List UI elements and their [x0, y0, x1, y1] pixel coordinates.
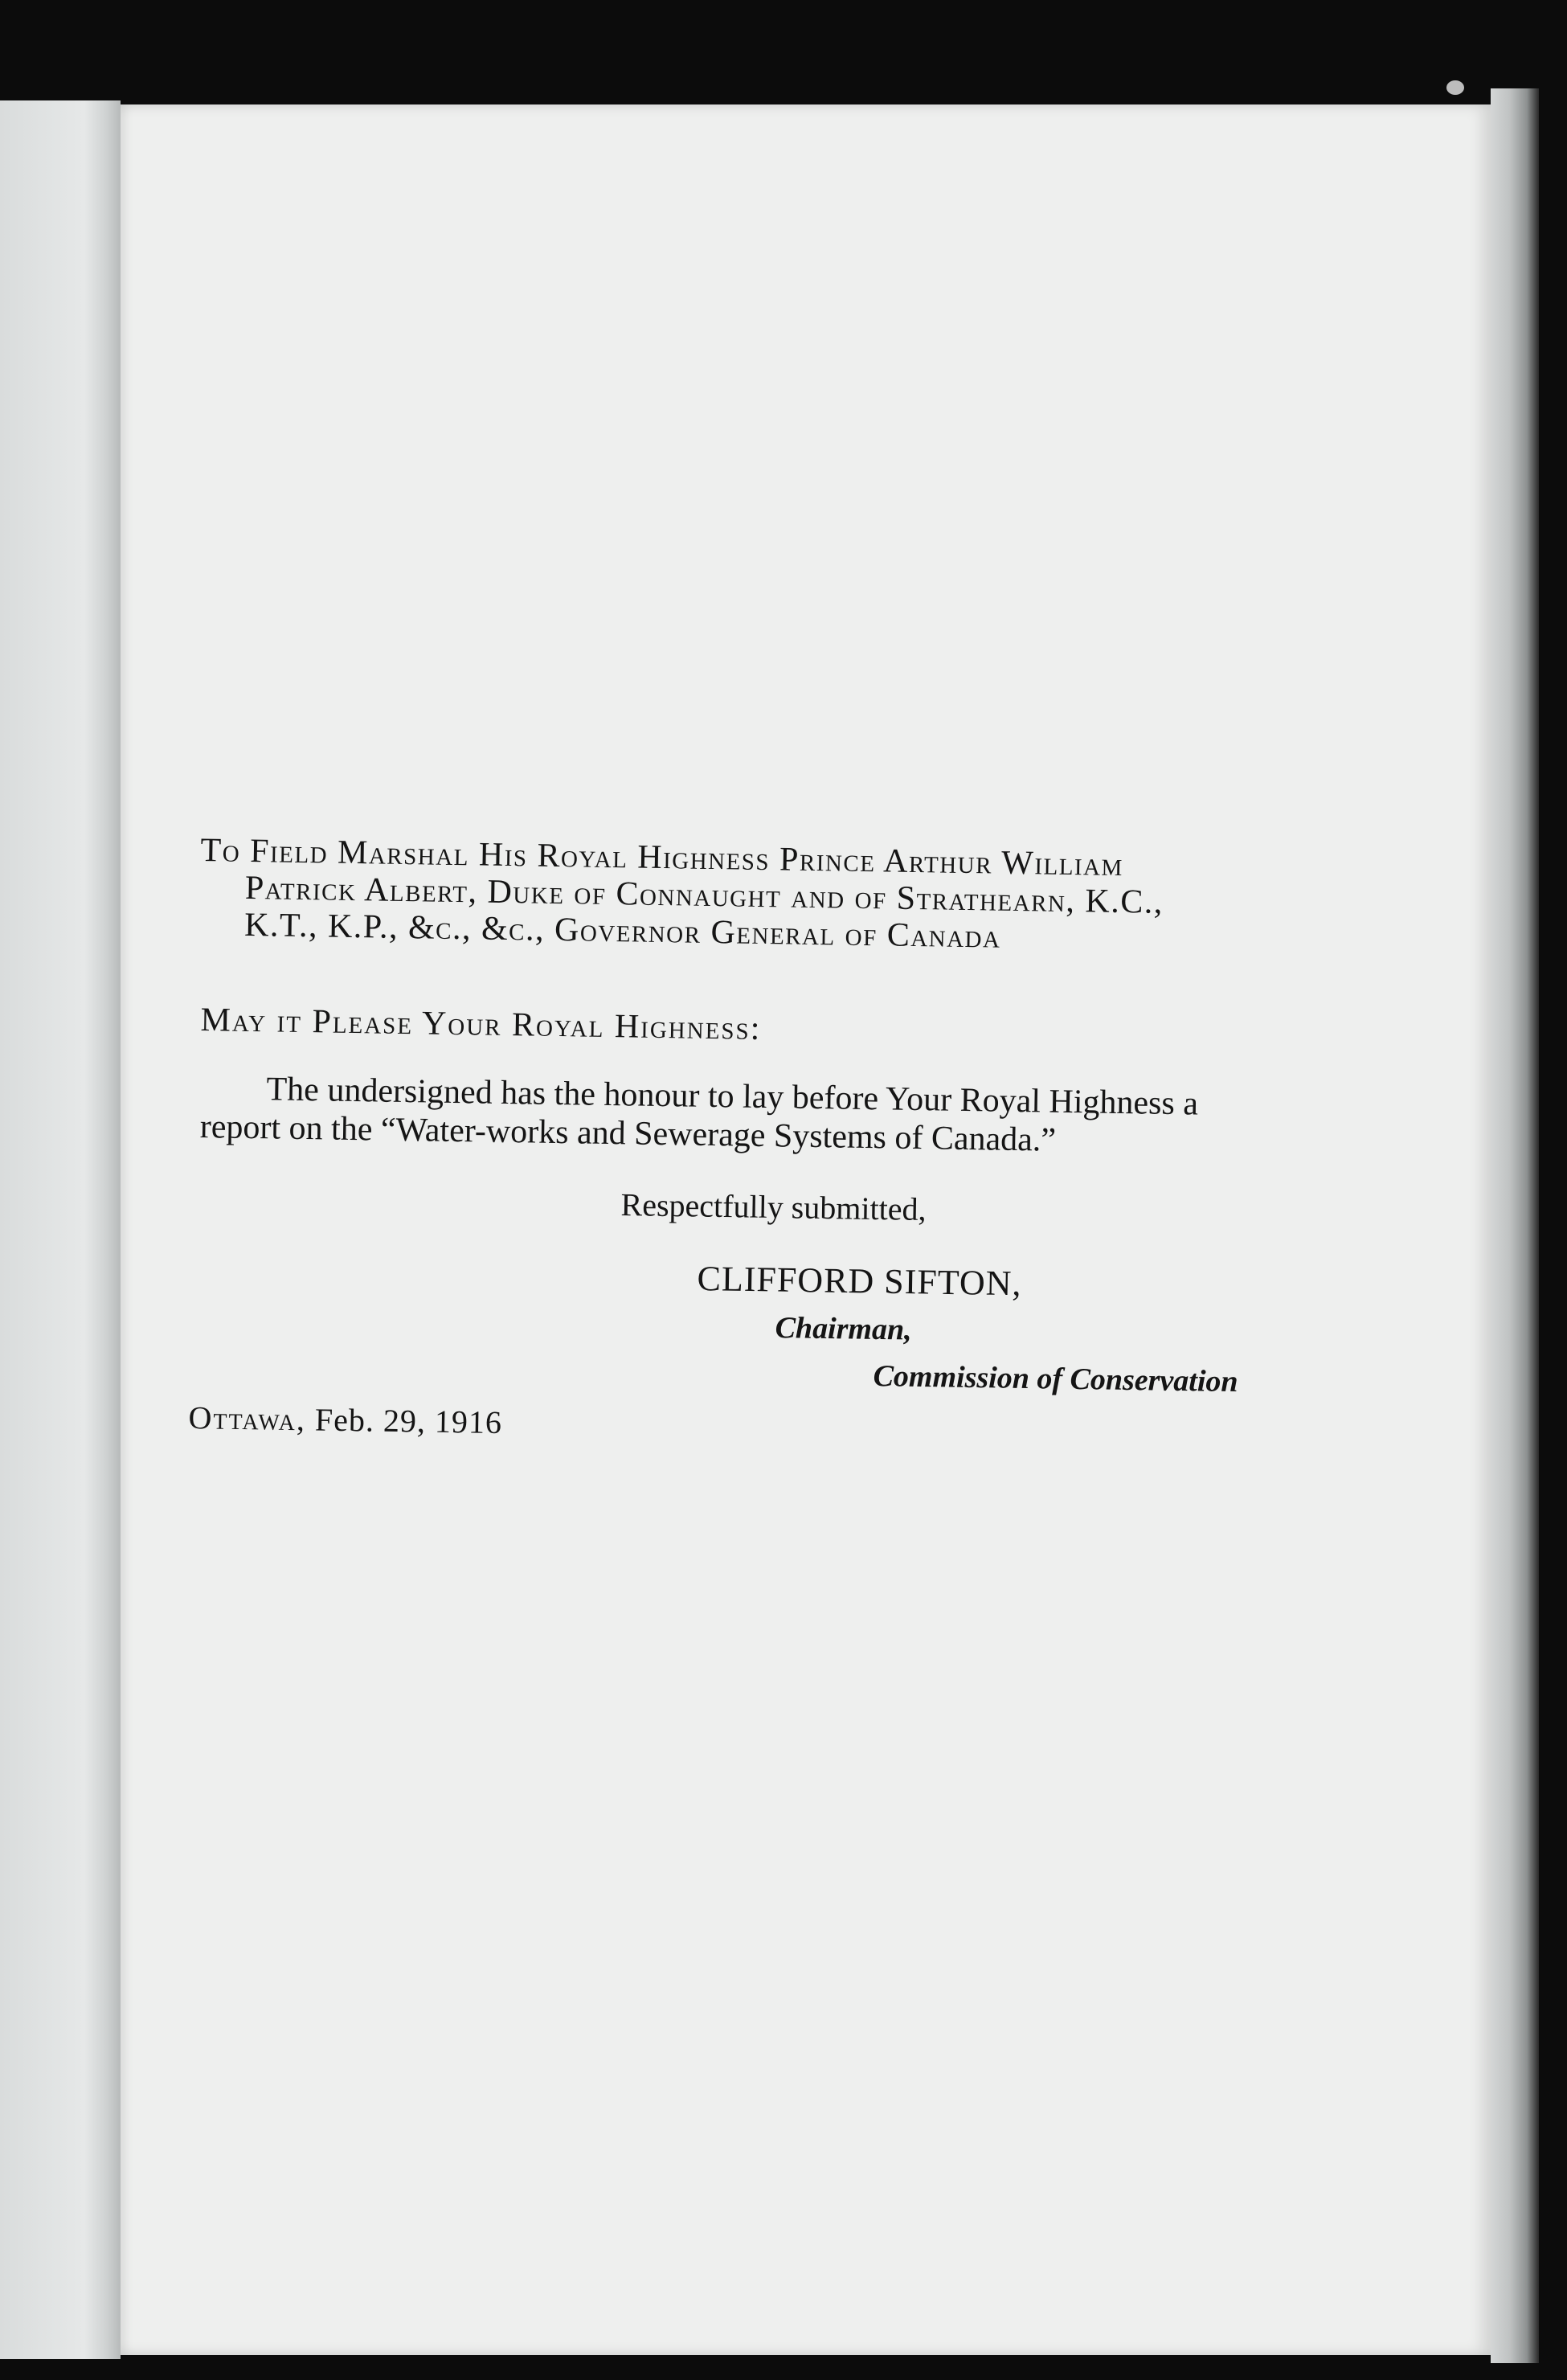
page-right-edge [1491, 88, 1539, 2363]
signatory-title: Chairman, [775, 1310, 912, 1347]
address-line: To Field Marshal His Royal Highness Prince Arthur William [200, 832, 1124, 884]
salutation: May it Please Your Royal Highness: [200, 1001, 762, 1047]
signatory-organization: Commission of Conservation [873, 1358, 1238, 1399]
letter-body [121, 104, 1491, 2355]
closing: Respectfully submitted, [620, 1186, 927, 1227]
document-page [121, 104, 1491, 2355]
address-line: K.T., K.P., &c., &c., Governor General of Canada [243, 906, 1001, 956]
body-paragraph [199, 1069, 1373, 1165]
address-line: Patrick Albert, Duke of Connaught and of Strathearn, K.C., [244, 869, 1164, 921]
address-block [199, 832, 1406, 962]
place-and-date [188, 1399, 502, 1441]
place: Ottawa, [188, 1399, 307, 1438]
scan-blemish [1446, 80, 1464, 95]
signatory-name: CLIFFORD SIFTON, [697, 1258, 1022, 1304]
body-line: report on the “Water-works and Sewerage Systems of Canada.” [199, 1108, 1057, 1159]
body-line: The undersigned has the honour to lay before Your Royal Highness a [266, 1071, 1199, 1123]
date: Feb. 29, 1916 [314, 1401, 503, 1441]
facing-page-edge [0, 100, 121, 2359]
